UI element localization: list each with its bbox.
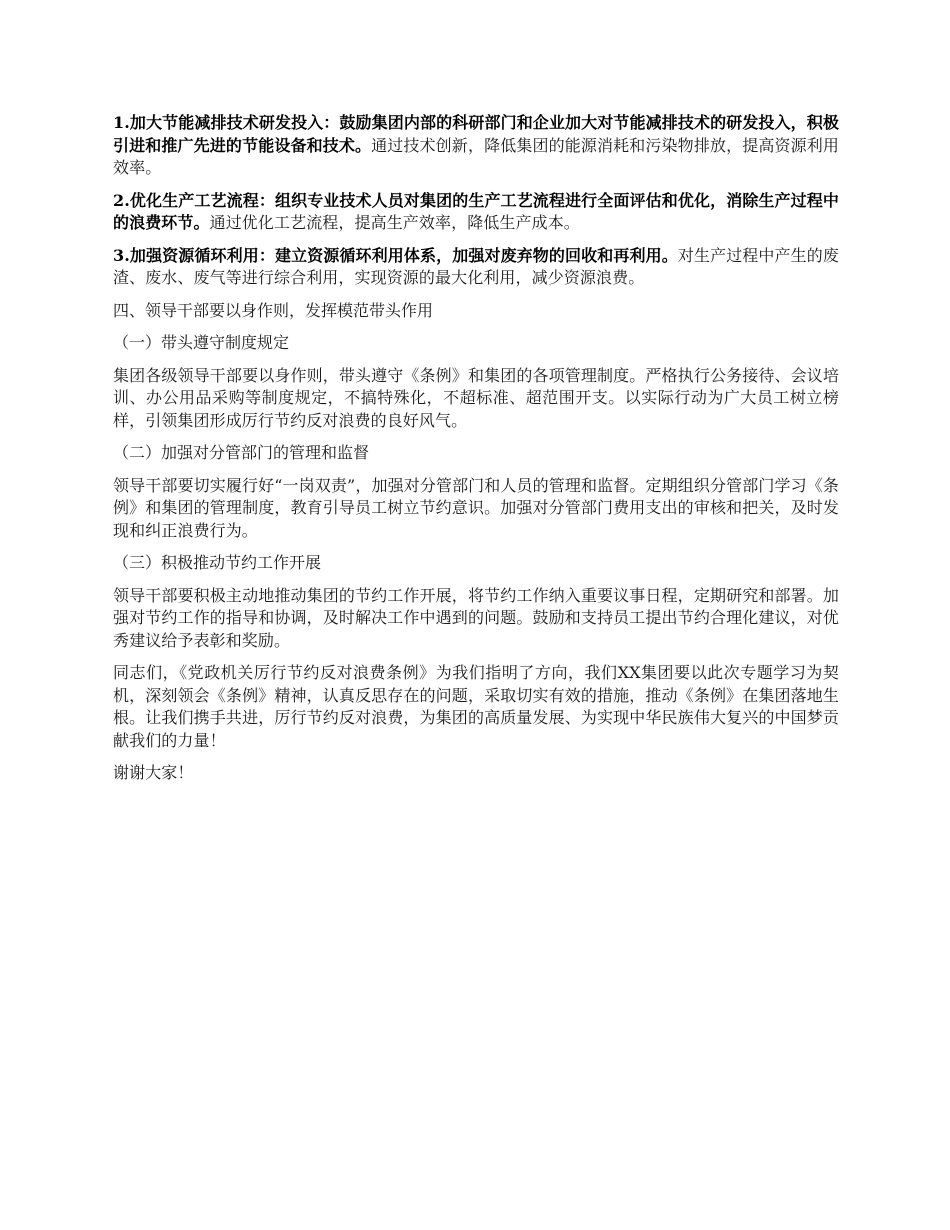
thanks-line: 谢谢大家！: [113, 763, 194, 782]
subsection-2-body: 领导干部要切实履行好“一岗双责”，加强对分管部门和人员的管理和监督。定期组织分管部门学习《条例》和集团的管理制度，教育引导员工树立节约意识。加强对分管部门费用支出的审核和把关，及时发现和纠正浪费行为。: [113, 475, 839, 540]
measure-item-1-heading: 1.加大节能减排技术研发投入：鼓励集团内部的科研部门和企业加大对节能减排技术的研发投入，积极引进和推广先进的节能设备和技术。: [113, 113, 839, 155]
measure-item-2-text: 通过优化工艺流程，提高生产效率，降低生产成本。: [209, 213, 580, 232]
subsection-1-heading: （一）带头遵守制度规定: [113, 333, 290, 352]
measure-item-2-heading: 2.优化生产工艺流程：组织专业技术人员对集团的生产工艺流程进行全面评估和优化，消除生产过程中的浪费环节。: [113, 190, 839, 232]
subsection-2-heading: （二）加强对分管部门的管理和监督: [113, 443, 370, 462]
measure-item-3: [113, 245, 839, 290]
measure-item-1-text: 通过技术创新，降低集团的能源消耗和污染物排放，提高资源利用效率。: [113, 135, 839, 177]
measure-item-2: [113, 190, 839, 235]
section-4-heading: 四、领导干部要以身作则，发挥模范带头作用: [113, 300, 434, 320]
subsection-1-body: 集团各级领导干部要以身作则，带头遵守《条例》和集团的各项管理制度。严格执行公务接待、会议培训、办公用品采购等制度规定，不搞特殊化，不超标准、超范围开支。以实际行动为广大员工树立榜样，引领集团形成厉行节约反对浪费的良好风气。: [113, 365, 839, 430]
measure-item-1: [113, 112, 839, 180]
closing-paragraph: 同志们，《党政机关厉行节约反对浪费条例》为我们指明了方向，我们XX集团要以此次专题学习为契机，深刻领会《条例》精神，认真反思存在的问题，采取切实有效的措施，推动《条例》在集团落地生根。让我们携手共进，厉行节约反对浪费，为集团的高质量发展、为实现中华民族伟大复兴的中国梦贡献我们的力量！: [113, 663, 839, 750]
subsection-3-body: 领导干部要积极主动地推动集团的节约工作开展，将节约工作纳入重要议事日程，定期研究和部署。加强对节约工作的指导和协调，及时解决工作中遇到的问题。鼓励和支持员工提出节约合理化建议，对优秀建议给予表彰和奖励。: [113, 585, 839, 650]
measure-item-3-text: 对生产过程中产生的废渣、废水、废气等进行综合利用，实现资源的最大化利用，减少资源浪费。: [113, 245, 839, 287]
subsection-3-heading: （三）积极推动节约工作开展: [113, 553, 322, 572]
measure-item-3-heading: 3.加强资源循环利用：建立资源循环利用体系，加强对废弃物的回收和再利用。: [113, 245, 678, 265]
document-page: [113, 112, 839, 795]
